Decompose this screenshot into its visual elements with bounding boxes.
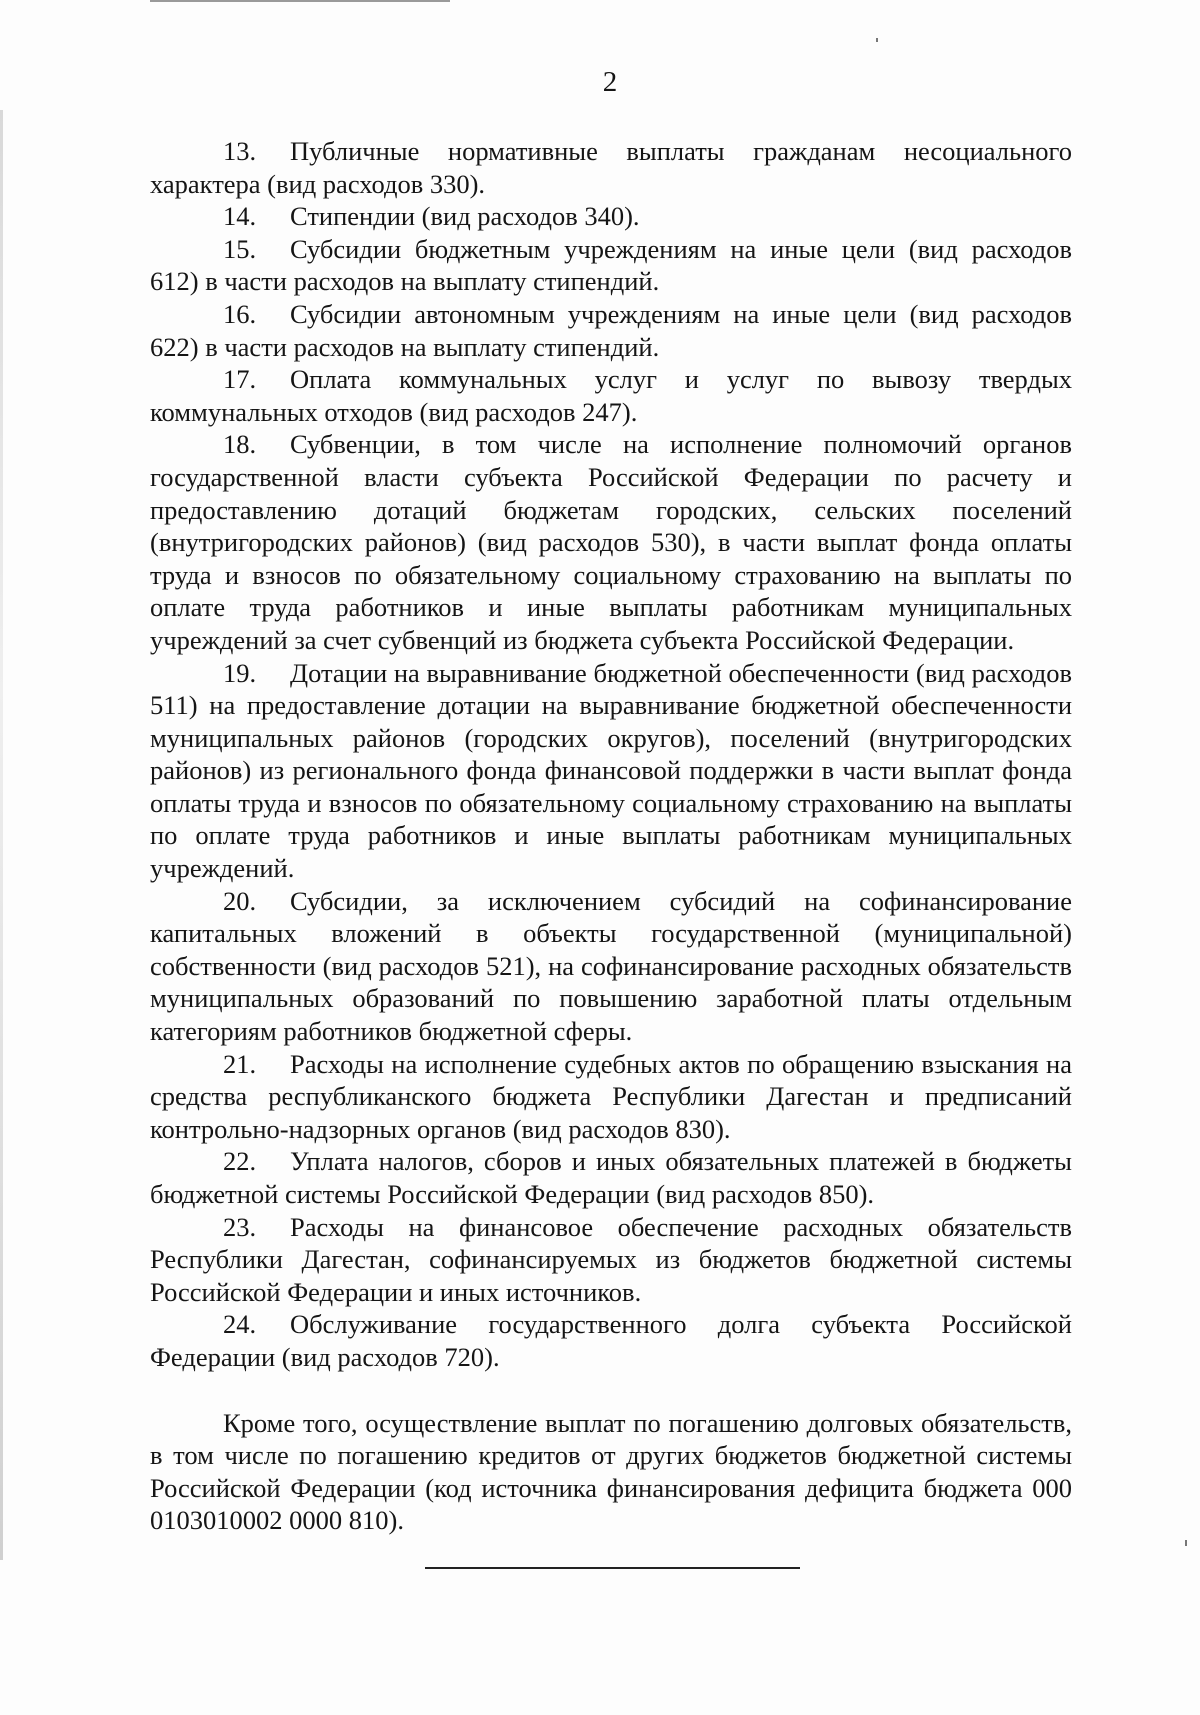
item-text: Уплата налогов, сборов и иных обязательных платежей в бюджеты бюджетной системы Российской Федерации (вид расходов 850). [150,1146,1072,1209]
item-text: Стипендии (вид расходов 340). [290,201,640,232]
item-text: Субсидии, за исключением субсидий на софинансирование капитальных вложений в объекты государственной (муниципальной) собственности (вид расходов 521), на софинансирование расходных обязательств муниципальных образований по повышению заработной платы отдельным категориям работников бюджетной сферы. [150,885,1072,1047]
item-text: Расходы на исполнение судебных актов по обращению взыскания на средства республиканского бюджета Республики Дагестан и предписаний контрольно-надзорных органов (вид расходов 830). [150,1048,1072,1144]
item-number: 19. [223,657,257,688]
page-number: 2 [602,66,618,98]
item-text: Обслуживание государственного долга субъекта Российской Федерации (вид расходов 720). [150,1309,1072,1372]
list-item [150,233,1072,298]
list-item [150,1308,1072,1373]
item-text: Дотации на выравнивание бюджетной обеспеченности (вид расходов 511) на предоставление дотации на выравнивание бюджетной обеспеченности муниципальных районов (городских округов), поселений (внутригородских районов) из регионального фонда финансовой поддержки в части выплат фонда оплаты труда и взносов по обязательному социальному страхованию на выплаты по оплате труда работников и иные выплаты работникам муниципальных учреждений. [150,657,1072,884]
closing-paragraph: Кроме того, осуществление выплат по погашению долговых обязательств, в том числе по погашению кредитов от других бюджетов бюджетной системы Российской Федерации (код источника финансирования дефицита бюджета 000 0103010002 0000 810). [150,1407,1072,1536]
closing-divider [425,1567,800,1569]
item-number: 20. [223,885,257,916]
item-text: Публичные нормативные выплаты гражданам несоциального характера (вид расходов 330). [150,136,1072,199]
item-text: Субсидии бюджетным учреждениям на иные цели (вид расходов 612) в части расходов на выплату стипендий. [150,233,1072,297]
item-text: Оплата коммунальных услуг и услуг по вывозу твердых коммунальных отходов (вид расходов 247). [150,364,1072,427]
item-number: 17. [223,364,257,395]
item-number: 14. [223,201,257,232]
document-body [150,135,1072,1537]
item-number: 16. [223,298,257,329]
list-item [150,135,1072,200]
scan-artifact-speck [1185,1540,1187,1546]
item-number: 22. [223,1146,257,1177]
item-number: 23. [223,1211,257,1242]
list-item [150,1145,1072,1210]
scan-artifact-speck [876,38,878,42]
item-text: Расходы на финансовое обеспечение расходных обязательств Республики Дагестан, софинансируемых из бюджетов бюджетной системы Российской Федерации и иных источников. [150,1211,1072,1307]
scan-artifact-edge [0,110,3,1560]
paragraph-gap [150,1374,1072,1407]
scan-artifact-line [150,0,450,2]
item-number: 21. [223,1048,257,1079]
list-item [150,428,1072,656]
list-item [150,657,1072,885]
item-number: 18. [223,429,257,460]
item-number: 24. [223,1309,257,1340]
item-number: 13. [223,136,257,166]
list-item [150,363,1072,428]
item-text: Субвенции, в том числе на исполнение полномочий органов государственной власти субъекта Российской Федерации по расчету и предоставлению дотаций бюджетам городских, сельских поселений (внутригородских районов) (вид расходов 530), в части выплат фонда оплаты труда и взносов по обязательному социальному страхованию на выплаты по оплате труда работников и иные выплаты работникам муниципальных учреждений за счет субвенций из бюджета субъекта Российской Федерации. [150,429,1072,655]
list-item [150,200,1072,233]
list-item [150,1048,1072,1146]
item-number: 15. [223,233,257,264]
list-item [150,298,1072,363]
item-text: Субсидии автономным учреждениям на иные цели (вид расходов 622) в части расходов на выплату стипендий. [150,298,1072,362]
list-item [150,885,1072,1048]
list-item [150,1211,1072,1309]
